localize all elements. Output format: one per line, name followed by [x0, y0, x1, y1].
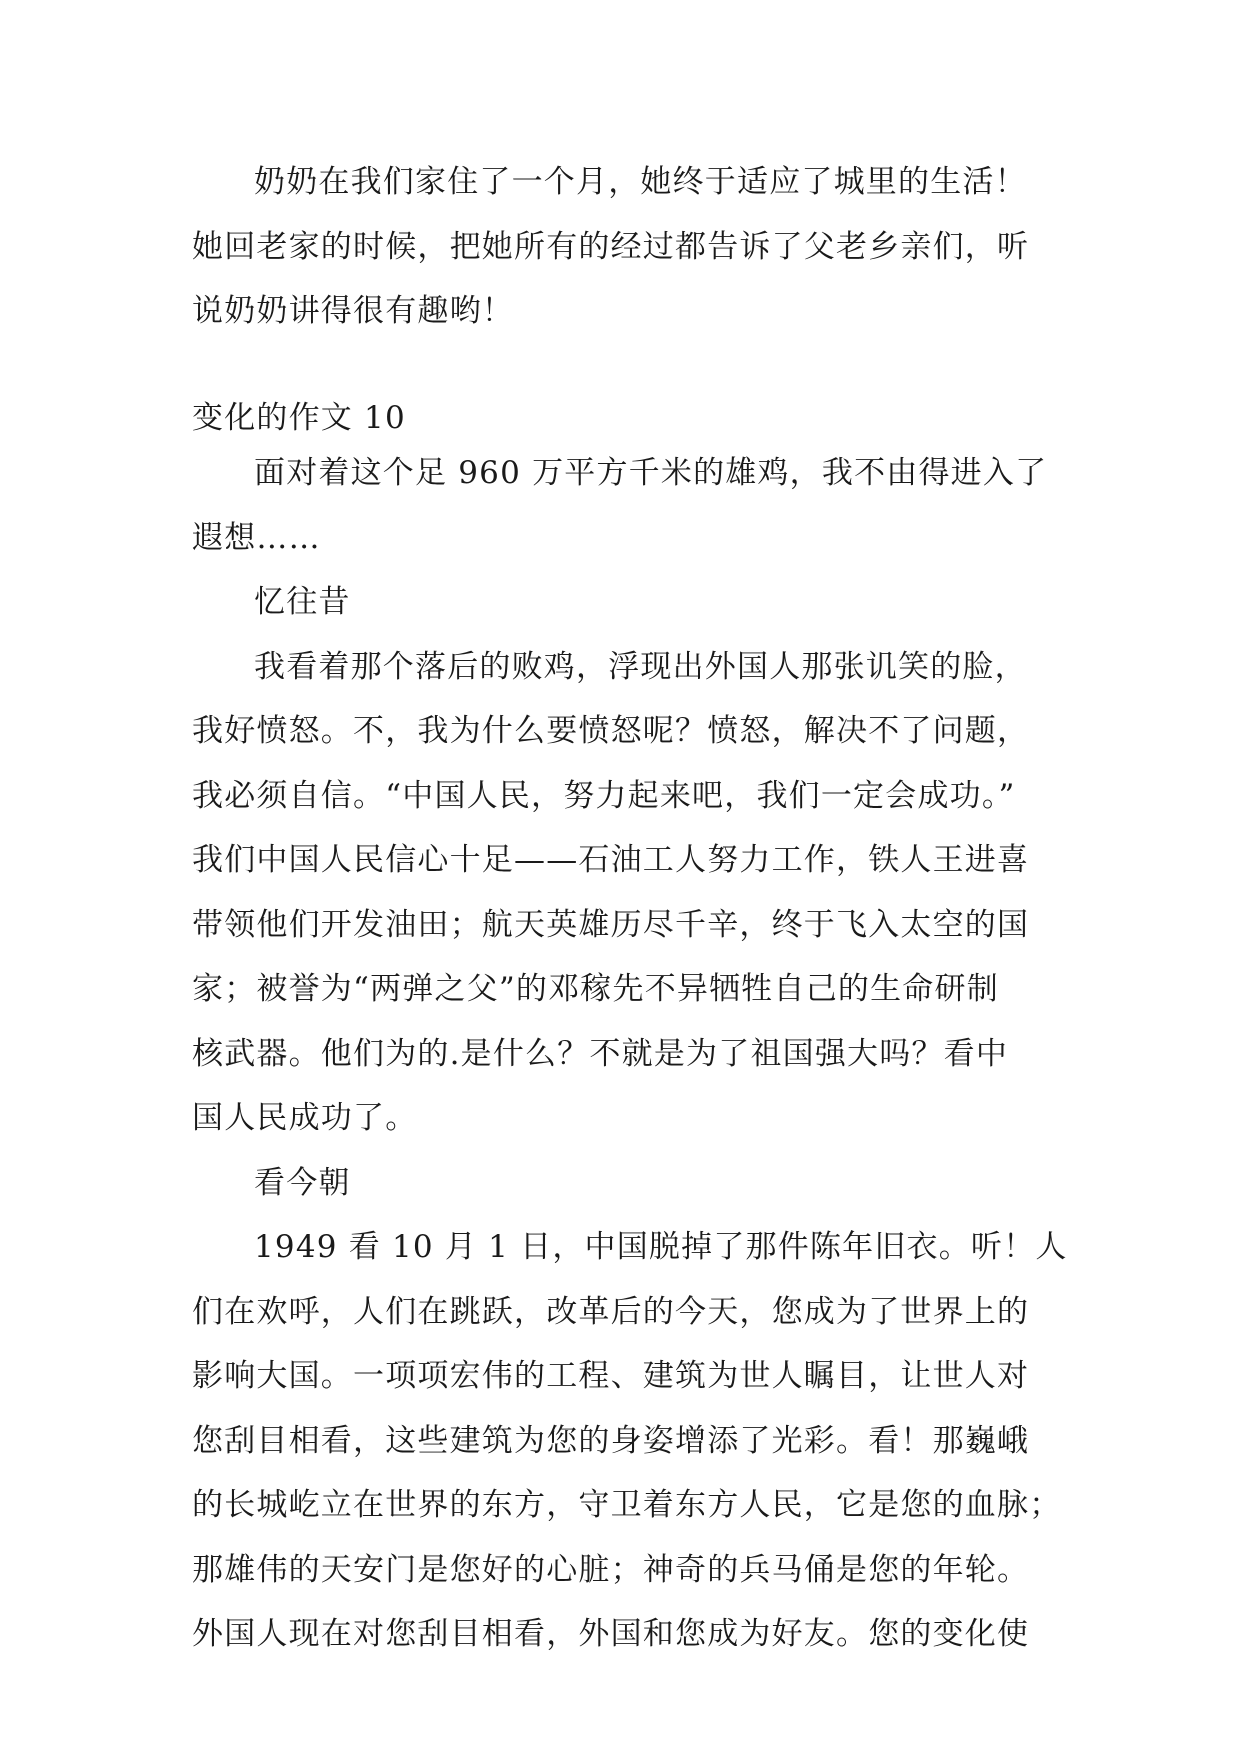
- paragraph-line: 外国人现在对您刮目相看，外国和您成为好友。您的变化使: [192, 1616, 1030, 1652]
- essay-body: [192, 441, 1072, 1667]
- paragraph-line: 您刮目相看，这些建筑为您的身姿增添了光彩。看！那巍峨: [192, 1422, 1030, 1459]
- subheading-past: 忆往昔: [254, 584, 351, 620]
- top-paragraph: [192, 150, 1072, 344]
- paragraph-line: 面对着这个足 960 万平方千米的雄鸡，我不由得进入了: [254, 455, 1048, 491]
- paragraph-line: 那雄伟的天安门是您好的心脏；神奇的兵马俑是您的年轮。: [192, 1551, 1030, 1588]
- paragraph-line: 她回老家的时候，把她所有的经过都告诉了父老乡亲们，听: [192, 228, 1030, 265]
- paragraph-line: 带领他们开发油田；航天英雄历尽千辛，终于飞入太空的国: [192, 906, 1030, 943]
- paragraph-line: 我们中国人民信心十足——石油工人努力工作，铁人王进喜: [192, 842, 1030, 878]
- paragraph-line: 遐想……: [192, 519, 321, 556]
- paragraph-line: 奶奶在我们家住了一个月，她终于适应了城里的生活！: [254, 164, 1027, 200]
- paragraph-line: 我看着那个落后的败鸡，浮现出外国人那张讥笑的脸，: [254, 648, 1027, 685]
- paragraph-line: 我必须自信。“中国人民，努力起来吧，我们一定会成功。”: [192, 777, 1016, 814]
- paragraph-line: 核武器。他们为的.是什么？不就是为了祖国强大吗？看中: [192, 1035, 1009, 1072]
- paragraph-line: 影响大国。一项项宏伟的工程、建筑为世人瞩目，让世人对: [192, 1358, 1030, 1394]
- paragraph-line: 国人民成功了。: [192, 1100, 418, 1136]
- paragraph-line: 们在欢呼，人们在跳跃，改革后的今天，您成为了世界上的: [192, 1293, 1030, 1330]
- section-title: 变化的作文 10: [192, 400, 406, 436]
- paragraph-line: 1949 看 10 月 1 日，中国脱掉了那件陈年旧衣。听！人: [254, 1229, 1068, 1265]
- subheading-present: 看今朝: [254, 1164, 351, 1201]
- paragraph-line: 说奶奶讲得很有趣哟！: [192, 293, 514, 329]
- paragraph-line: 家；被誉为“两弹之父”的邓稼先不异牺牲自己的生命研制: [192, 971, 999, 1007]
- paragraph-line: 我好愤怒。不，我为什么要愤怒呢？愤怒，解决不了问题，: [192, 713, 1030, 749]
- paragraph-line: 的长城屹立在世界的东方，守卫着东方人民，它是您的血脉；: [192, 1487, 1062, 1523]
